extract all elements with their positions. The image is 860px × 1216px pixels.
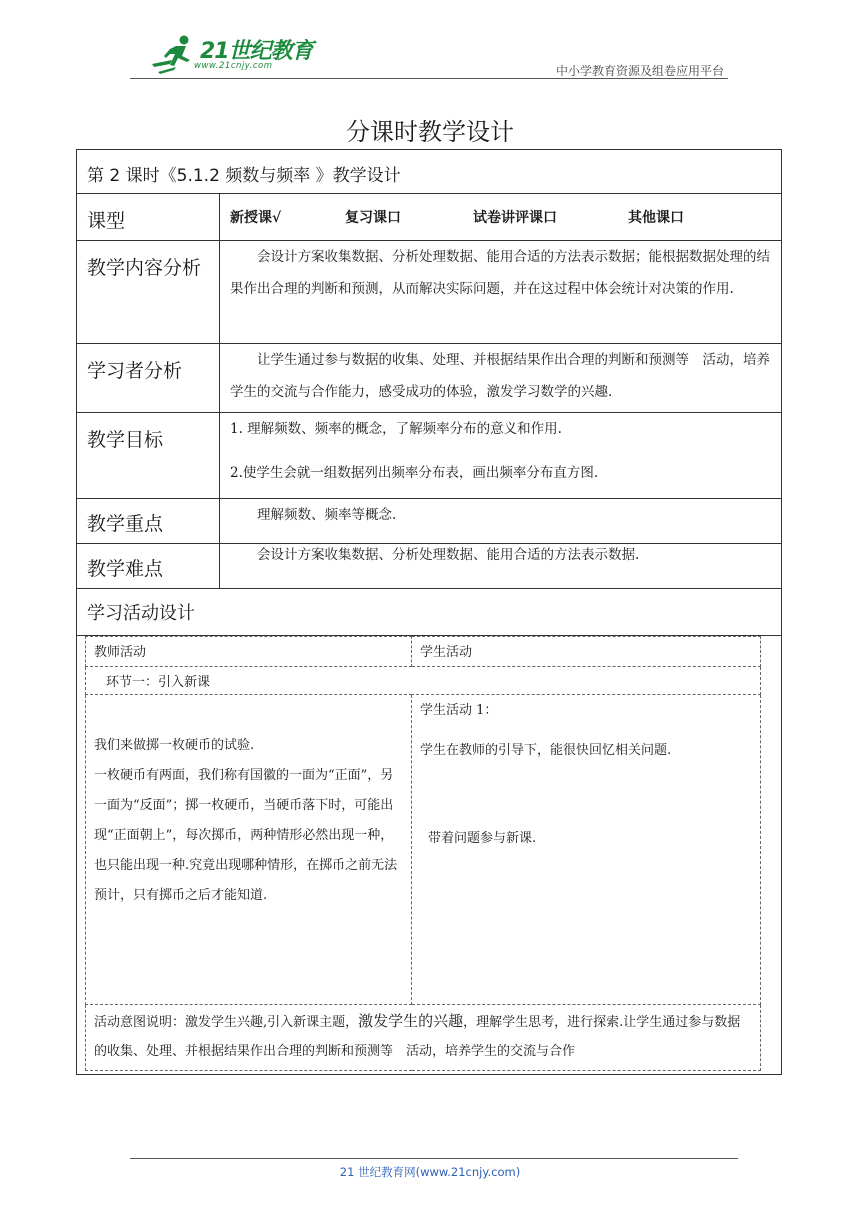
student-activity-header: 学生活动 <box>412 637 761 667</box>
footer-divider <box>130 1158 738 1159</box>
learner-analysis-row <box>76 343 782 412</box>
key-points-row <box>76 498 782 543</box>
course-type-row <box>76 193 782 240</box>
objectives-label: 教学目标 <box>77 413 220 498</box>
teacher-paragraph: 我们来做掷一枚硬币的试验. <box>94 738 255 753</box>
student-activity-text: 学生在教师的引导下，能很快回忆相关问题. <box>420 743 672 758</box>
course-type-label: 课型 <box>77 194 220 240</box>
teacher-activity-header: 教师活动 <box>86 637 412 667</box>
student-activity-cell <box>412 695 761 1005</box>
table-row <box>86 1005 761 1071</box>
table-row <box>86 667 761 695</box>
activity-intent-cell <box>86 1005 761 1071</box>
site-logo[interactable] <box>150 34 320 74</box>
course-type-option[interactable]: 其他课口 <box>628 210 684 226</box>
objectives-row <box>76 412 782 498</box>
logo-text: 21世纪教育 <box>200 39 313 64</box>
header-platform-text: 中小学教育资源及组卷应用平台 <box>555 64 724 78</box>
intent-text: 活动意图说明：激发学生兴趣,引入新课主题， <box>94 1015 359 1030</box>
lesson-design-table <box>76 149 782 1075</box>
runner-logo-icon <box>150 34 196 74</box>
header-divider <box>130 78 728 79</box>
activity-table <box>85 636 761 1071</box>
difficulties-text: 会设计方案收集数据、分析处理数据、能用合适的方法表示数据. <box>257 547 640 563</box>
document-title: 分课时教学设计 <box>346 118 514 146</box>
teacher-paragraph: 一枚硬币有两面，我们称有国徽的一面为“正面”，另一面为“反面”；掷一枚硬币，当硬币落下时，可能出现“正面朝上”，每次掷币，两种情形必然出现一种，也只能出现一种.究竟出现哪种情形，在掷币之前无法预计，只有掷币之后才能知道. <box>94 768 398 903</box>
student-activity-title: 学生活动 1： <box>420 703 498 718</box>
course-type-option[interactable]: 新授课√ <box>230 210 282 226</box>
key-points-label: 教学重点 <box>77 499 220 543</box>
objective-item: 1. 理解频数、频率的概念，了解频率分布的意义和作用. <box>230 421 562 437</box>
course-type-option[interactable]: 试卷讲评课口 <box>473 210 557 226</box>
table-row <box>86 695 761 1005</box>
lesson-title: 第 2 课时《5.1.2 频数与频率 》教学设计 <box>87 166 401 186</box>
learner-analysis-text: 让学生通过参与数据的收集、处理、并根据结果作出合理的判断和预测等 活动，培养学生的交流与合作能力，感受成功的体验，激发学习数学的兴趣. <box>230 352 770 400</box>
course-type-option[interactable]: 复习课口 <box>345 210 401 226</box>
logo-url: www.21cnjy.com <box>194 61 273 71</box>
intent-emphasis: 激发学生的兴趣 <box>358 1012 464 1030</box>
teacher-activity-cell <box>86 695 412 1005</box>
student-activity-text: 带着问题参与新课. <box>428 831 537 846</box>
intent-text: ，理解学生思考，进行探索.让学生通过参与数据的收集、处理、并根据结果作出合理的判断和预测等 活动，培养学生的交流与合作 <box>94 1015 741 1059</box>
difficulties-label: 教学难点 <box>77 544 220 588</box>
section-title: 环节一：引入新课 <box>86 667 761 695</box>
footer-link[interactable]: 21 世纪教育网(www.21cnjy.com) <box>339 1165 521 1179</box>
content-analysis-label: 教学内容分析 <box>77 241 220 343</box>
course-type-options <box>230 200 771 234</box>
content-analysis-row <box>76 240 782 343</box>
learner-analysis-label: 学习者分析 <box>77 344 220 412</box>
table-row <box>86 637 761 667</box>
activity-design-row <box>76 588 782 635</box>
objective-item: 2.使学生会就一组数据列出频率分布表，画出频率分布直方图. <box>230 465 599 481</box>
lesson-title-row <box>76 149 782 193</box>
activity-design-label: 学习活动设计 <box>87 603 195 624</box>
activity-section <box>76 635 782 1075</box>
page-header <box>130 28 728 80</box>
content-analysis-text: 会设计方案收集数据、分析处理数据、能用合适的方法表示数据；能根据数据处理的结果作出合理的判断和预测，从而解决实际问题，并在这过程中体会统计对决策的作用. <box>230 249 770 297</box>
key-points-text: 理解频数、频率等概念. <box>257 507 397 523</box>
difficulties-row <box>76 543 782 588</box>
